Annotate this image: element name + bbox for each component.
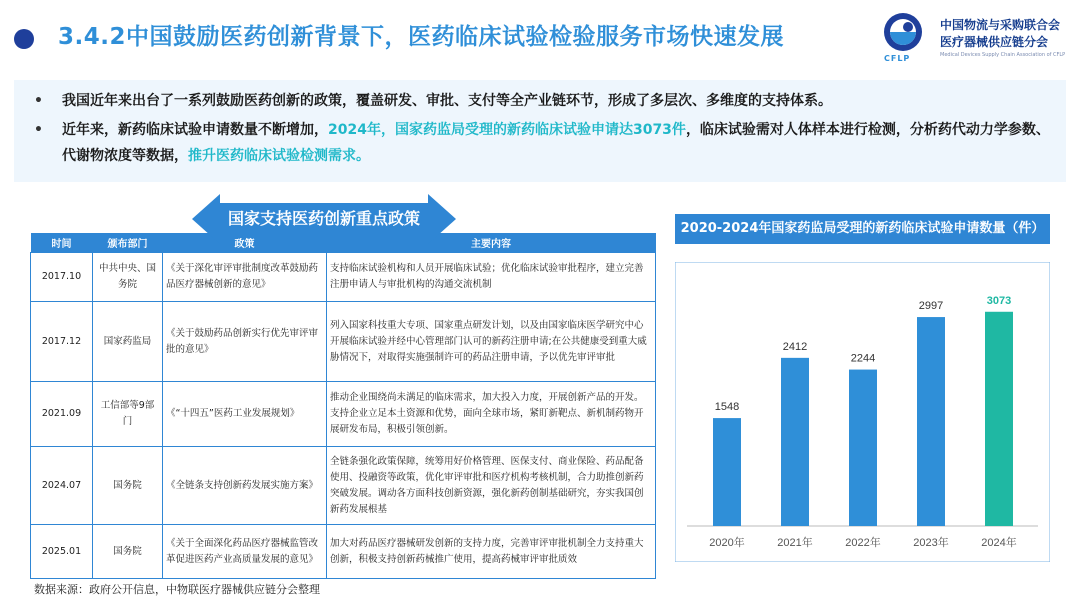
bar-2021年 (781, 358, 809, 526)
bullet-mark: • (34, 93, 43, 109)
logo-code: CFLP (884, 54, 911, 63)
policy-banner (192, 194, 456, 244)
cell-date: 2021.09 (31, 382, 93, 447)
cell-policy: 《关于深化审评审批制度改革鼓励药品医疗器械创新的意见》 (163, 253, 327, 302)
clinical-trial-bar-chart (675, 262, 1050, 562)
data-source-note: 数据来源：政府公开信息，中物联医疗器械供应链分会整理 (34, 583, 320, 596)
logo-org-name: 中国物流与采购联合会 (940, 18, 1061, 32)
bar-2020年 (713, 418, 741, 526)
cell-content: 加大对药品医疗器械研发创新的支持力度，完善审评审批机制全力支持重大创新，积极支持创新药械推广使用，提高药械审评审批质效 (327, 525, 656, 579)
intro-bullet-1-text: 我国近年来出台了一系列鼓励医药创新的政策，覆盖研发、审批、支付等全产业链环节，形成了多层次、多维度的支持体系。 (62, 93, 832, 109)
x-tick-label-2024年: 2024年 (981, 537, 1017, 549)
cell-content: 列入国家科技重大专项、国家重点研发计划，以及由国家临床医学研究中心开展临床试验并经中心管理部门认可的新药注册申请;在公共健康受到重大威胁情况下，对取得实施强制许可的药品注册申请，予以优先审评审批 (327, 302, 656, 382)
cell-policy: 《全链条支持创新药发展实施方案》 (163, 447, 327, 525)
cell-content: 全链条强化政策保障，统筹用好价格管理、医保支付、商业保险、药品配备使用、投融资等政策，优化审评审批和医疗机构考核机制，合力助推创新药突破发展。调动各方面科技创新资源，强化新药创制基础研究，夯实我国创新药发展根基 (327, 447, 656, 525)
policy-banner-title: 国家支持医药创新重点政策 (227, 209, 420, 228)
intro-b2-part3: ，临床试验需对人体样本进行检测，分析药代动力学参数、代谢物浓度等数据， (62, 122, 1050, 164)
table-row (31, 447, 656, 525)
table-row (31, 382, 656, 447)
cell-date: 2024.07 (31, 447, 93, 525)
cell-dept: 国务院 (93, 525, 163, 579)
bar-2024年 (985, 312, 1013, 526)
bullet-mark: • (34, 122, 43, 138)
cell-policy: 《关于全面深化药品医疗器械监管改革促进医药产业高质量发展的意见》 (163, 525, 327, 579)
col-header-dept: 颁布部门 (93, 233, 163, 253)
data-label-2021年: 2412 (782, 340, 808, 353)
x-tick-label-2022年: 2022年 (845, 537, 881, 549)
intro-panel (14, 80, 1066, 182)
data-label-2022年: 2244 (850, 352, 876, 365)
x-tick-label-2023年: 2023年 (913, 537, 949, 549)
x-tick-label-2020年: 2020年 (709, 537, 745, 549)
cell-date: 2017.10 (31, 253, 93, 302)
intro-bullet-2-text (34, 117, 1054, 169)
x-tick-label-2021年: 2021年 (777, 537, 813, 549)
chart-title: 2020-2024年国家药监局受理的新药临床试验申请数量（件） (675, 214, 1050, 244)
intro-b2-part1: 近年来，新药临床试验申请数量不断增加， (62, 122, 328, 138)
intro-bullet-2 (34, 117, 1054, 169)
col-header-policy: 政策 (163, 233, 327, 253)
data-label-2020年: 1548 (714, 401, 740, 414)
intro-bullet-1 (34, 88, 1054, 114)
table-row (31, 253, 656, 302)
policy-table (30, 233, 656, 579)
logo-english-name: Medical Devices Supply Chain Association of CFLP (940, 52, 1066, 58)
cell-dept: 国务院 (93, 447, 163, 525)
col-header-content: 主要内容 (327, 233, 656, 253)
cell-dept: 中共中央、国务院 (93, 253, 163, 302)
logo-branch-name: 医疗器械供应链分会 (940, 35, 1049, 49)
bar-2023年 (917, 317, 945, 526)
cell-content: 推动企业围绕尚未满足的临床需求，加大投入力度，开展创新产品的开发。支持企业立足本土资源和优势，面向全球市场，紧盯新靶点、新机制药物开展研发布局，积极引领创新。 (327, 382, 656, 447)
cell-date: 2017.12 (31, 302, 93, 382)
cell-date: 2025.01 (31, 525, 93, 579)
intro-b2-highlight-1: 2024年，国家药监局受理的新药临床试验申请达3073件 (328, 122, 686, 138)
data-label-2023年: 2997 (918, 300, 944, 313)
page-title: 3.4.2中国鼓励医药创新背景下，医药临床试验检验服务市场快速发展 (58, 24, 784, 50)
cflp-logo (878, 10, 1068, 66)
cell-policy: 《“十四五”医药工业发展规划》 (163, 382, 327, 447)
table-row (31, 525, 656, 579)
cell-dept: 工信部等9部门 (93, 382, 163, 447)
data-label-2024年: 3073 (986, 294, 1012, 307)
title-bullet-dot (14, 29, 34, 49)
intro-b2-highlight-2: 推升医药临床试验检测需求。 (188, 148, 370, 164)
col-header-date: 时间 (31, 233, 93, 253)
table-row (31, 302, 656, 382)
cell-policy: 《关于鼓励药品创新实行优先审评审批的意见》 (163, 302, 327, 382)
cell-content: 支持临床试验机构和人员开展临床试验；优化临床试验审批程序，建立完善注册申请人与审批机构的沟通交流机制 (327, 253, 656, 302)
cell-dept: 国家药监局 (93, 302, 163, 382)
bar-2022年 (849, 370, 877, 526)
